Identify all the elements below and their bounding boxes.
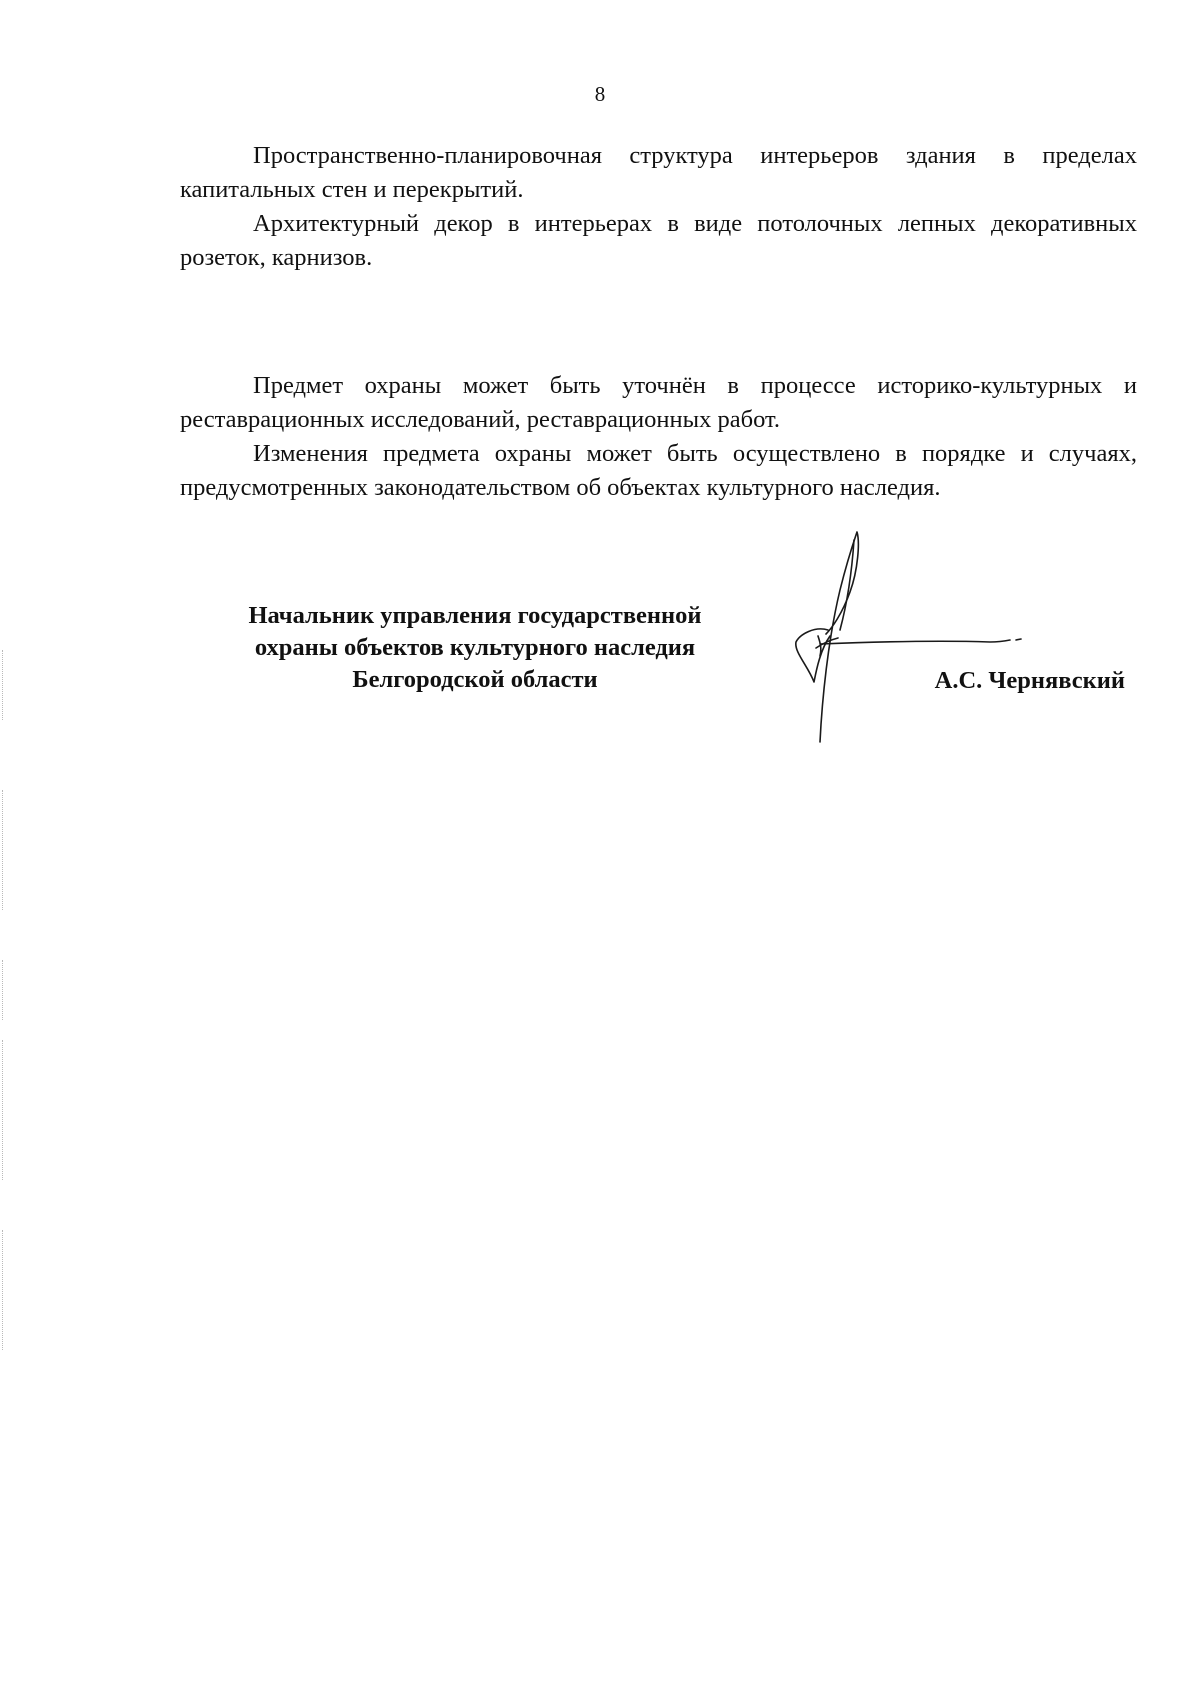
scan-margin-speckle [2, 1230, 5, 1350]
handwritten-signature [760, 530, 1030, 745]
protection-notes [180, 369, 1137, 505]
signatory-position [205, 600, 745, 696]
paragraph-architectural-decor: Архитектурный декор в интерьерах в виде потолочных лепных декоративных розеток, карнизов. [180, 210, 1137, 271]
scan-margin-speckle [2, 790, 5, 910]
paragraph-protection-clarification: Предмет охраны может быть уточнён в процессе историко-культурных и реставрационных исследований, реставрационных работ. [180, 372, 1137, 433]
paragraph-protection-changes: Изменения предмета охраны может быть осуществлено в порядке и случаях, предусмотренных законодательством об объектах культурного наследия. [180, 440, 1137, 501]
signatory-position-line: Начальник управления государственной [248, 602, 702, 629]
paragraph-planning-structure: Пространственно-планировочная структура интерьеров здания в пределах капитальных стен и перекрытий. [180, 142, 1137, 203]
page-number: 8 [594, 82, 606, 106]
object-description [180, 139, 1137, 275]
scan-margin-speckle [2, 650, 5, 720]
signatory-position-line: охраны объектов культурного наследия [254, 634, 696, 661]
scan-margin-speckle [2, 1040, 5, 1180]
signatory-position-line: Белгородской области [352, 666, 598, 693]
signatory-name: А.С. Чернявский [934, 667, 1125, 694]
scan-margin-speckle [2, 960, 5, 1020]
